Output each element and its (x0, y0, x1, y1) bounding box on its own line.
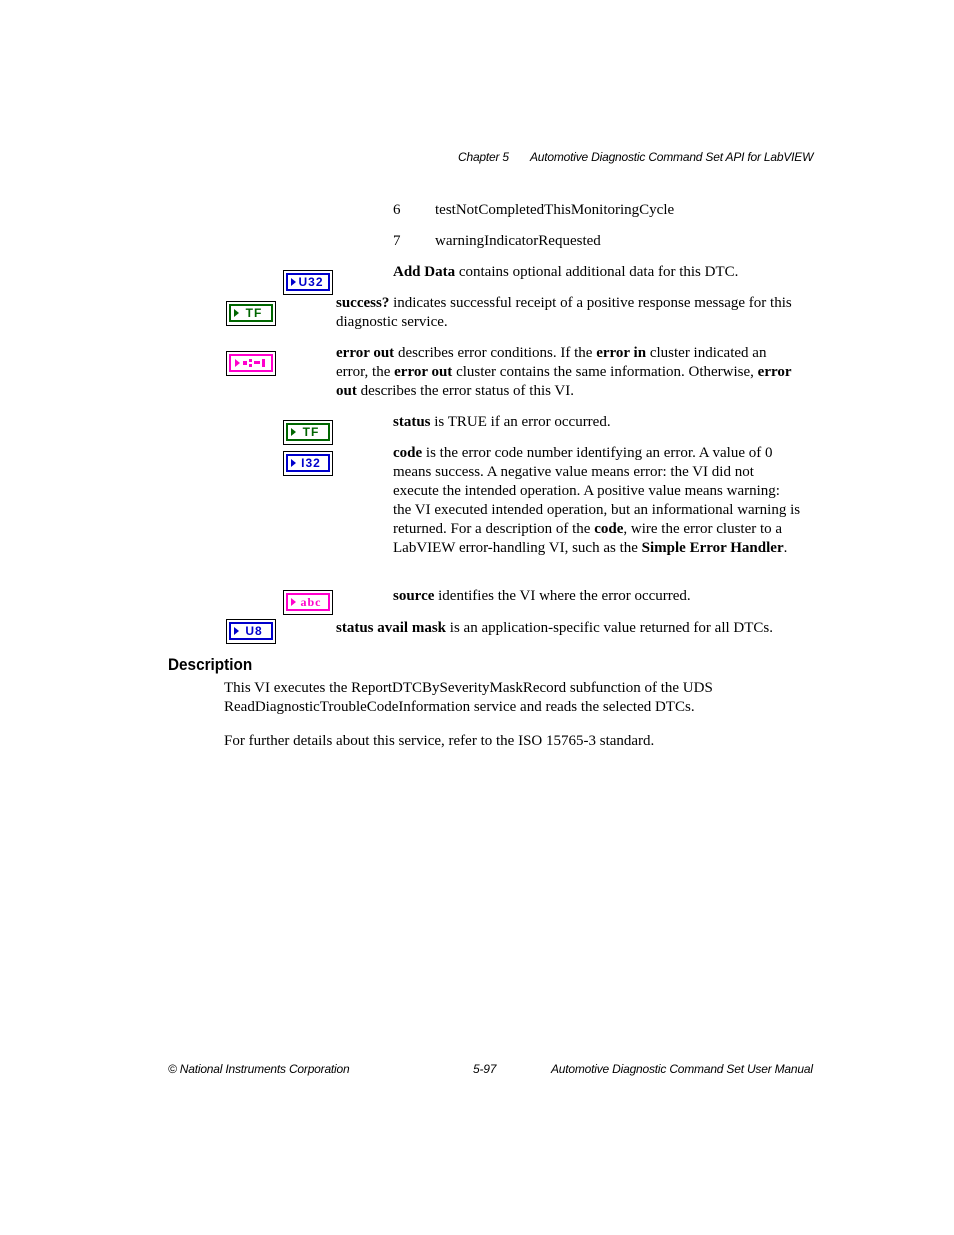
u32-icon: U32 (283, 270, 333, 295)
u8-icon: U8 (226, 619, 276, 644)
description-paragraph: This VI executes the ReportDTCBySeverityMaskRecord subfunction of the UDS ReadDiagnosticTroubleCodeInformation service and reads the selected DTCs. (224, 680, 713, 715)
param-name: error out (394, 364, 453, 380)
header-title: Automotive Diagnostic Command Set API for LabVIEW (530, 150, 814, 164)
param-name: error in (596, 345, 647, 361)
list-item-number: 6 (393, 202, 401, 218)
param-name: code (594, 521, 624, 537)
param-name: status avail mask (336, 620, 447, 636)
page-number: 5-97 (473, 1062, 497, 1076)
param-desc: cluster indicated an error, the (336, 345, 767, 380)
param-name: code (393, 445, 423, 461)
footer-manual-title: Automotive Diagnostic Command Set User Manual (551, 1062, 813, 1076)
header-chapter: Chapter 5 (458, 150, 509, 164)
param-status-avail-mask (336, 619, 806, 638)
param-name: status (393, 414, 431, 430)
param-desc: , wire the error cluster to a LabVIEW error-handling VI, such as the (393, 521, 783, 556)
param-desc: is an application-specific value returned for all DTCs. (446, 620, 773, 636)
param-desc: is TRUE if an error occurred. (430, 414, 611, 430)
boolean-icon: TF (226, 301, 276, 326)
param-desc: indicates successful receipt of a positive response message for this diagnostic service. (336, 295, 792, 330)
list-item (393, 201, 401, 220)
param-desc: describes error conditions. If the (394, 345, 597, 361)
boolean-icon: TF (283, 420, 333, 445)
param-name: error out (336, 364, 792, 399)
param-desc: cluster contains the same information. Otherwise, (452, 364, 758, 380)
param-desc: identifies the VI where the error occurred. (434, 588, 691, 604)
string-icon: abc (283, 590, 333, 615)
param-error-out (336, 344, 792, 401)
section-title: Description (168, 655, 253, 674)
description-paragraph: For further details about this service, refer to the ISO 15765-3 standard. (224, 733, 655, 749)
param-name: error out (336, 345, 395, 361)
param-source (393, 587, 803, 606)
footer-copyright: © National Instruments Corporation (168, 1062, 350, 1076)
i32-icon: I32 (283, 451, 333, 476)
param-name: source (393, 588, 435, 604)
param-name: success? (336, 295, 390, 311)
cluster-icon (226, 351, 276, 376)
param-add-data (393, 263, 803, 282)
param-code (393, 444, 801, 558)
param-desc: . (783, 540, 788, 556)
list-item-text: warningIndicatorRequested (435, 233, 601, 249)
param-desc: is the error code number identifying an error. A value of 0 means success. A negative value means error: the VI did not execute the intended operation. A positive value means warning: the VI executed intended operation, but an informational warning is returned. For a description of the (393, 445, 801, 537)
param-name: Add Data (393, 264, 456, 280)
param-desc: describes the error status of this VI. (356, 383, 575, 399)
list-item (435, 232, 601, 251)
param-success (336, 294, 798, 332)
list-item-text: testNotCompletedThisMonitoringCycle (435, 202, 675, 218)
vi-name: Simple Error Handler (641, 540, 784, 556)
list-item (435, 201, 674, 220)
list-item-number: 7 (393, 233, 401, 249)
param-desc: contains optional additional data for this DTC. (455, 264, 739, 280)
param-status (393, 413, 803, 432)
list-item (393, 232, 401, 251)
